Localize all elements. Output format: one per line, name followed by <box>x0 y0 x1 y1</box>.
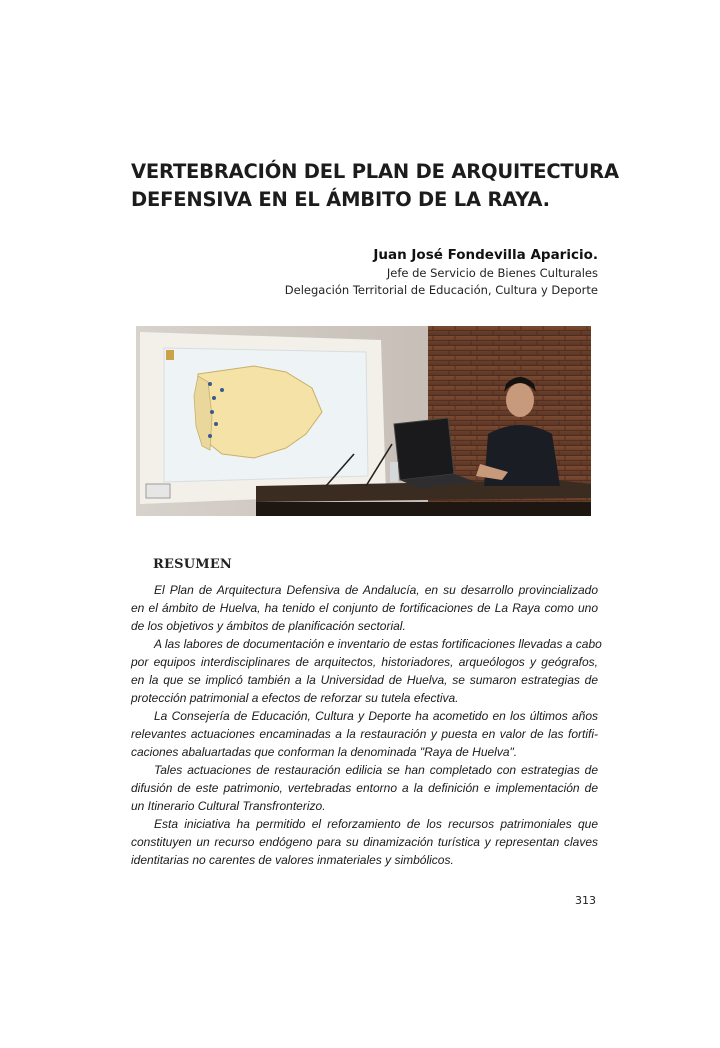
abstract-line: en la que se implicó también a la Universidad de Huelva, se sumaron estrategias de <box>131 673 598 687</box>
abstract-paragraph-4 <box>131 761 598 815</box>
abstract-line: constituyen un recurso endógeno para su dinamización turística y representan claves <box>131 835 598 849</box>
article-title-line-2: DEFENSIVA EN EL ÁMBITO DE LA RAYA. <box>131 188 550 211</box>
abstract-line: relevantes actuaciones encaminadas a la restauración y puesta en valor de las fortifi- <box>131 727 598 741</box>
abstract-heading: RESUMEN <box>153 557 233 572</box>
abstract-line: A las labores de documentación e inventario de estas fortificaciones llevadas a cabo <box>154 637 602 651</box>
page-number: 313 <box>575 894 596 907</box>
abstract-paragraph-2 <box>131 635 602 707</box>
article-title-line-1: VERTEBRACIÓN DEL PLAN DE ARQUITECTURA <box>131 160 619 183</box>
abstract-paragraph-5 <box>131 815 598 869</box>
author-organization: Delegación Territorial de Educación, Cultura y Deporte <box>284 283 598 297</box>
abstract-line: por equipos interdisciplinares de arquitectos, historiadores, arqueólogos y geógrafos, <box>131 655 598 669</box>
author-role: Jefe de Servicio de Bienes Culturales <box>386 266 598 280</box>
author-block <box>285 246 598 299</box>
abstract-line: El Plan de Arquitectura Defensiva de Andalucía, en su desarrollo provincializado <box>154 583 598 597</box>
abstract-line: Esta iniciativa ha permitido el reforzamiento de los recursos patrimoniales que <box>154 817 598 831</box>
abstract-line: de los objetivos y ámbitos de planificación sectorial. <box>131 619 406 633</box>
abstract-line: en el ámbito de Huelva, ha tenido el conjunto de fortificaciones de La Raya como uno <box>131 601 598 615</box>
abstract-line: La Consejería de Educación, Cultura y Deporte ha acometido en los últimos años <box>154 709 598 723</box>
abstract-paragraph-1 <box>131 581 598 635</box>
abstract-line: protección patrimonial a efectos de reforzar su tutela efectiva. <box>131 691 459 705</box>
abstract-line: Tales actuaciones de restauración edilicia se han completado con estrategias de <box>154 763 598 777</box>
abstract-line: un Itinerario Cultural Transfronterizo. <box>131 799 326 813</box>
abstract-line: difusión de este patrimonio, vertebradas entorno a la definición e implementación de <box>131 781 598 795</box>
abstract-line: identitarias no carentes de valores inmateriales y simbólicos. <box>131 853 454 867</box>
article-title <box>131 158 619 214</box>
author-name: Juan José Fondevilla Aparicio. <box>373 247 598 263</box>
abstract-body <box>131 581 602 869</box>
abstract-paragraph-3 <box>131 707 598 761</box>
speaker-photo <box>136 326 591 516</box>
abstract-line: caciones abaluartadas que conforman la denominada "Raya de Huelva". <box>131 745 518 759</box>
